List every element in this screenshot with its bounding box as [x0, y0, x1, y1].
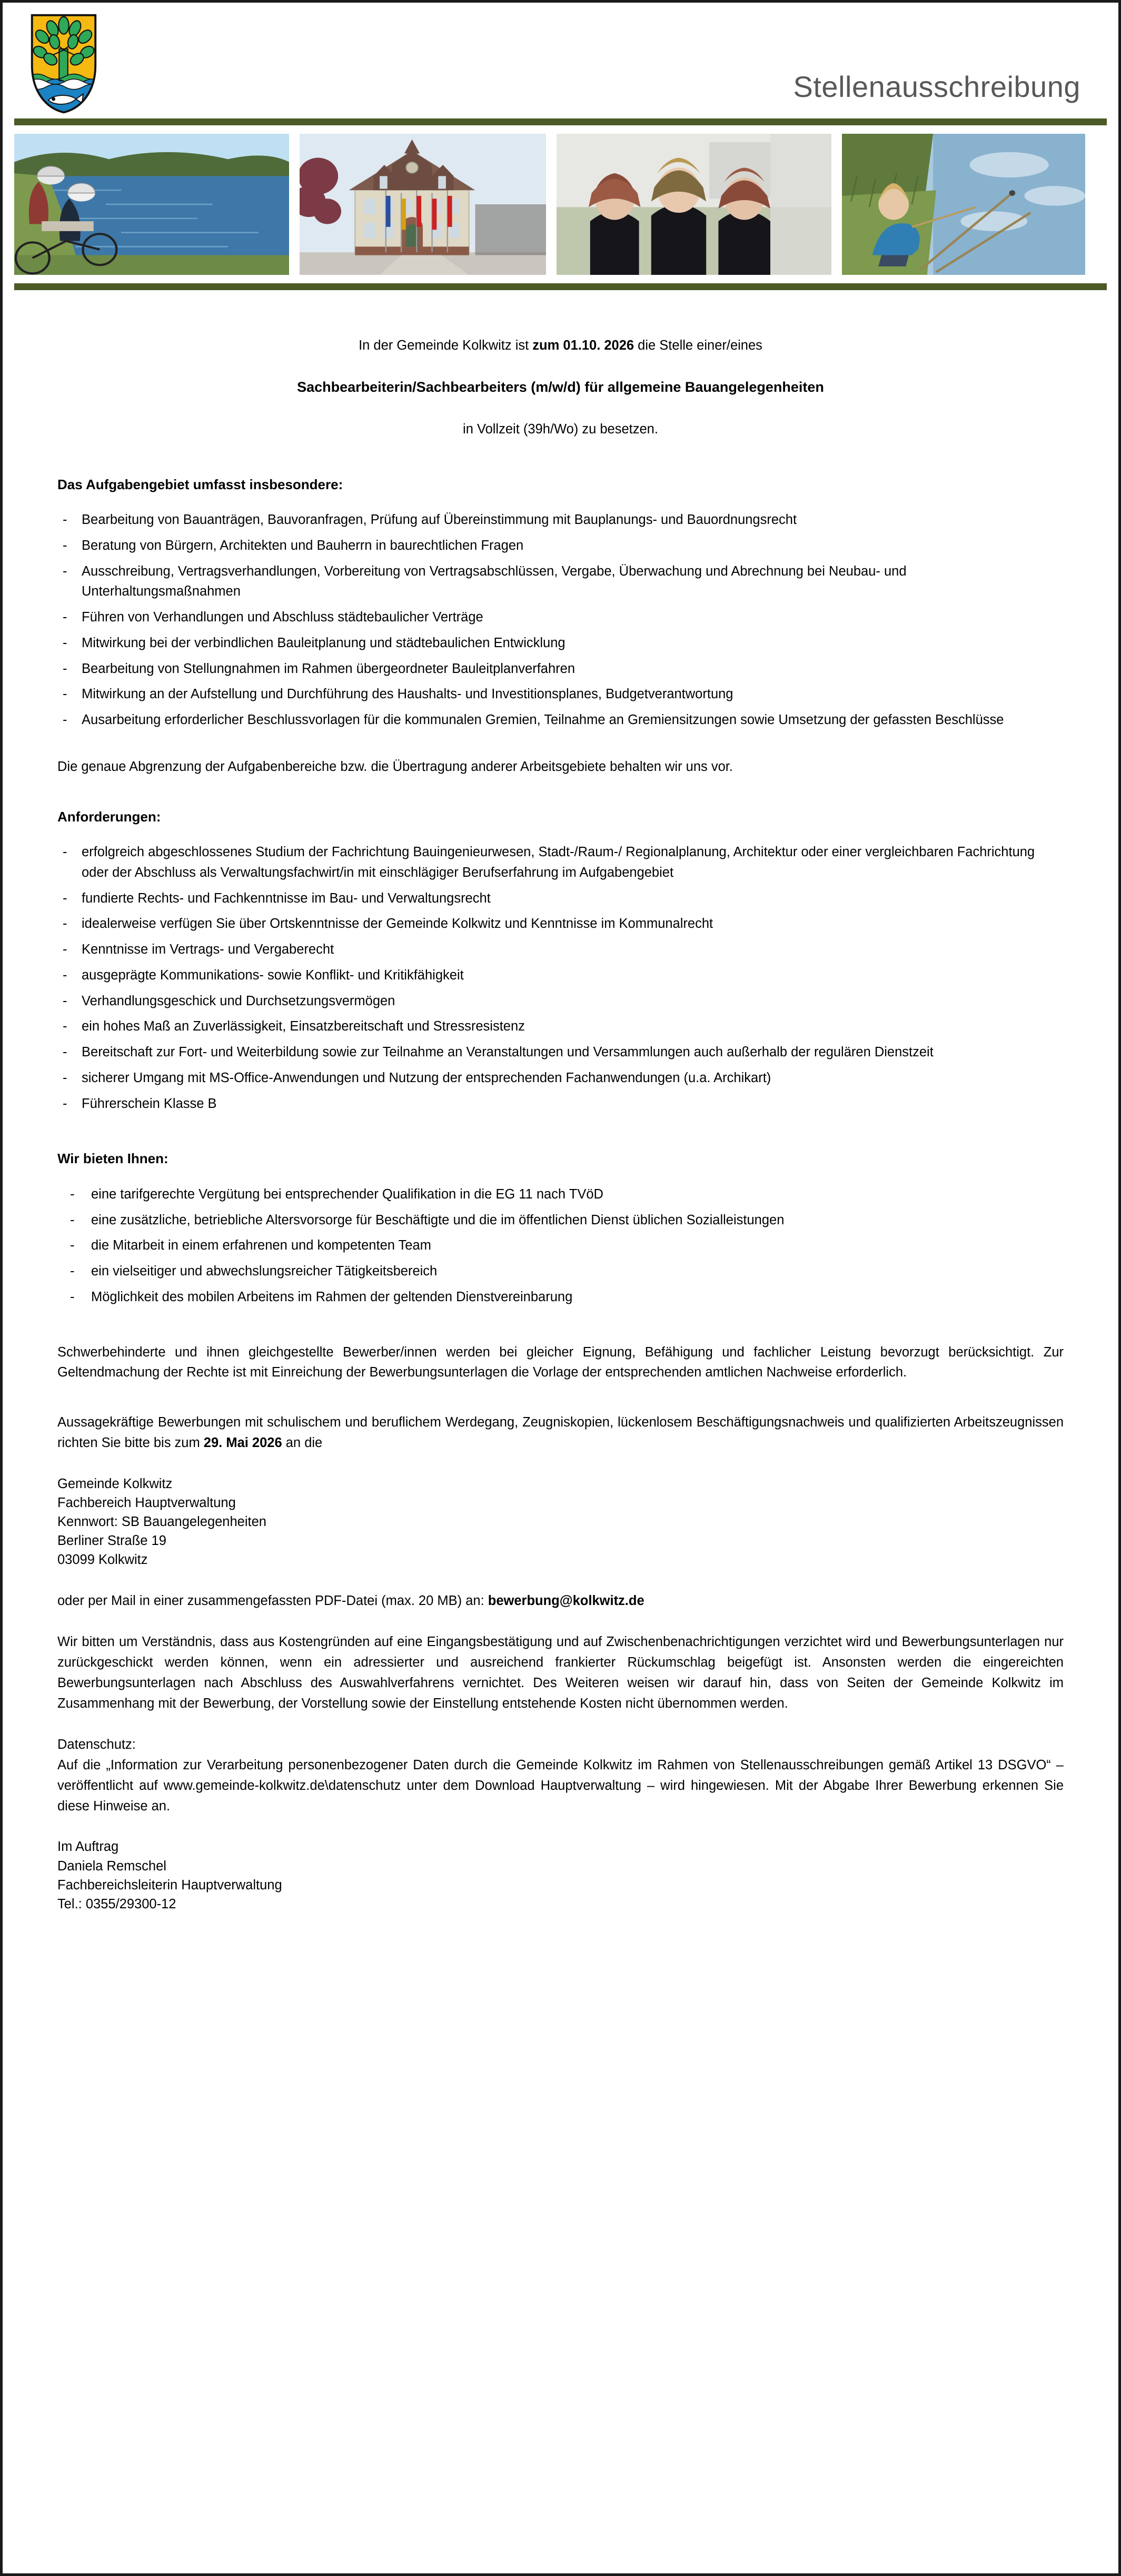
address-city: 03099 Kolkwitz: [57, 1552, 148, 1568]
offer-list: [57, 1184, 1064, 1307]
offer-heading: Wir bieten Ihnen:: [57, 1151, 168, 1167]
disability-note: Schwerbehinderte und ihnen gleichgestellte Bewerber/innen werden bei gleicher Eignung, Befähigung und fachlicher Leistung bevorzugt berücksichtigt. Zur Geltendmachung der Rechte ist mit Einreichung der Bewerbungsunterlagen die Vorlage der entsprechenden amtlichen Nachweise erforderlich.: [57, 1344, 1064, 1380]
bullet-dash: -: [63, 916, 67, 932]
bullet-dash: -: [63, 1019, 67, 1034]
list-item: - Verhandlungsgeschick und Durchsetzungsvermögen: [57, 991, 1064, 1012]
bullet-dash: -: [70, 1289, 75, 1304]
bullet-dash: -: [63, 1045, 67, 1060]
photo-strip: [3, 125, 1118, 283]
costs-note: Wir bitten um Verständnis, dass aus Kostengründen auf eine Eingangsbestätigung und auf Zwischenbenachrichtigungen verzichtet wird und Bewerbungsunterlagen nur zurückgeschickt werden können, wenn ein adressierter und ausreichend frankierter Rückumschlag beigefügt ist. Ansonsten werden die eingereichten Bewerbungsunterlagen nach Abschluss des Auswahlverfahrens vernichtet. Des Weiteren weisen wir darauf hin, dass von Seiten der Gemeinde Kolkwitz im Zusammenhang mit der Bewerbung, der Vorstellung sowie der Einstellung entstehende Kosten nicht übernommen werden.: [57, 1634, 1064, 1711]
list-item: - Bearbeitung von Stellungnahmen im Rahmen übergeordneter Bauleitplanverfahren: [57, 659, 1064, 679]
start-date: zum 01.10. 2026: [532, 338, 634, 353]
requirements-heading: Anforderungen:: [57, 808, 161, 825]
bullet-dash: -: [63, 712, 67, 728]
bullet-dash: -: [63, 942, 67, 957]
bullet-dash: -: [63, 993, 67, 1008]
address-organisation: Gemeinde Kolkwitz: [57, 1476, 173, 1491]
list-item: - Beratung von Bürgern, Architekten und Bauherrn in baurechtlichen Fragen: [57, 536, 1064, 556]
contact-address: [57, 1474, 1064, 1570]
job-title: Sachbearbeiterin/Sachbearbeiters (m/w/d) für allgemeine Bauangelegenheiten: [297, 379, 824, 395]
application-email[interactable]: bewerbung@kolkwitz.de: [488, 1593, 644, 1608]
list-item: - sicherer Umgang mit MS-Office-Anwendungen und Nutzung der entsprechenden Fachanwendungen (u.a. Archikart): [57, 1068, 1064, 1088]
bullet-dash: -: [63, 1070, 67, 1085]
page-title: Stellenausschreibung: [793, 70, 1080, 103]
bullet-dash: -: [63, 687, 67, 702]
intro-line-1: [57, 335, 1064, 356]
privacy-text: Auf die „Information zur Verarbeitung personenbezogener Daten durch die Gemeinde Kolkwitz im Rahmen von Stellenausschreibungen gemäß Artikel 13 DSGVO“ – veröffentlicht auf www.gemeinde-kolkwitz.de\datenschutz unter dem Download Hauptverwaltung – wird hingewiesen. Mit der Abgabe Ihrer Bewerbung erkennen Sie diese Hinweise an.: [57, 1758, 1064, 1814]
bullet-dash: -: [63, 610, 67, 625]
privacy-heading: Datenschutz:: [57, 1737, 136, 1752]
email-prefix: oder per Mail in einer zusammengefassten PDF-Datei (max. 20 MB) an:: [57, 1593, 488, 1608]
list-item: - Kenntnisse im Vertrags- und Vergaberecht: [57, 939, 1064, 960]
address-department: Fachbereich Hauptverwaltung: [57, 1495, 236, 1510]
signature-on-behalf: Im Auftrag: [57, 1839, 119, 1855]
divider-bottom: [14, 283, 1107, 290]
address-street: Berliner Straße 19: [57, 1533, 166, 1549]
bullet-dash: -: [63, 1096, 67, 1111]
application-text-a: Aussagekräftige Bewerbungen mit schulischem und beruflichem Werdegang, Zeugniskopien, lückenlosem Beschäftigungsnachweis und qualifizierten Arbeitszeugnissen richten Sie bitte bis zum: [57, 1415, 1064, 1450]
list-item: - ein vielseitiger und abwechslungsreicher Tätigkeitsbereich: [57, 1261, 1064, 1282]
bullet-dash: -: [70, 1186, 75, 1202]
requirement-alt-qualification: oder der Abschluss als Verwaltungsfachwirt/in mit einschlägiger Berufserfahrung im Aufgabengebiet: [82, 865, 674, 880]
list-item: - Ausarbeitung erforderlicher Beschlussvorlagen für die kommunalen Gremien, Teilnahme an Gremiensitzungen sowie Umsetzung der gefassten Beschlüsse: [57, 710, 1064, 730]
bullet-dash: -: [63, 967, 67, 983]
list-item: - Führerschein Klasse B: [57, 1094, 1064, 1114]
list-item: - Ausschreibung, Vertragsverhandlungen, Vorbereitung von Vertragsabschlüssen, Vergabe, Überwachung und Abrechnung bei Neubau- und Unterhaltungsmaßnahmen: [57, 561, 1064, 602]
tasks-note: Die genaue Abgrenzung der Aufgabenbereiche bzw. die Übertragung anderer Arbeitsgebiete behalten wir uns vor.: [57, 759, 733, 774]
tasks-heading: Das Aufgabengebiet umfasst insbesondere:: [57, 476, 343, 492]
intro-text-a: In der Gemeinde Kolkwitz ist: [359, 338, 533, 353]
bullet-dash: -: [63, 512, 67, 528]
list-item: - Möglichkeit des mobilen Arbeitens im Rahmen der geltenden Dienstvereinbarung: [57, 1287, 1064, 1307]
list-item: - Mitwirkung an der Aufstellung und Durchführung des Haushalts- und Investitionsplanes, Budgetverantwortung: [57, 684, 1064, 705]
list-item: - ein hohes Maß an Zuverlässigkeit, Einsatzbereitschaft und Stressresistenz: [57, 1016, 1064, 1037]
requirements-list: [57, 842, 1064, 1114]
bullet-dash: -: [63, 890, 67, 906]
bullet-dash: -: [63, 661, 67, 676]
list-item: - ausgeprägte Kommunikations- sowie Konflikt- und Kritikfähigkeit: [57, 965, 1064, 986]
address-keyword: Kennwort: SB Bauangelegenheiten: [57, 1514, 266, 1529]
bullet-dash: -: [63, 538, 67, 553]
list-item: - fundierte Rechts- und Fachkenntnisse im Bau- und Verwaltungsrecht: [57, 888, 1064, 909]
signature-role: Fachbereichsleiterin Hauptverwaltung: [57, 1877, 282, 1893]
bullet-dash: -: [63, 845, 67, 860]
list-item: - eine tarifgerechte Vergütung bei entsprechender Qualifikation in die EG 11 nach TVöD: [57, 1184, 1064, 1205]
list-item: - idealerweise verfügen Sie über Ortskenntnisse der Gemeinde Kolkwitz und Kenntnisse im Kommunalrecht: [57, 914, 1064, 934]
kolkwitz-coat-of-arms-icon: [28, 12, 100, 115]
intro-text-c: die Stelle einer/eines: [634, 338, 762, 353]
application-instructions: [57, 1412, 1064, 1453]
bullet-dash: -: [63, 635, 67, 650]
list-item: - Mitwirkung bei der verbindlichen Bauleitplanung und städtebaulichen Entwicklung: [57, 633, 1064, 653]
list-item: - die Mitarbeit in einem erfahrenen und kompetenten Team: [57, 1235, 1064, 1256]
employment-type: in Vollzeit (39h/Wo) zu besetzen.: [463, 422, 658, 437]
email-line: [57, 1591, 1064, 1611]
list-item: - Bearbeitung von Bauanträgen, Bauvoranfragen, Prüfung auf Übereinstimmung mit Bauplanungs- und Bauordnungsrecht: [57, 510, 1064, 530]
bullet-dash: -: [70, 1238, 75, 1253]
bullet-dash: -: [70, 1212, 75, 1227]
tasks-list: [57, 510, 1064, 730]
photo-traditional-costumes: [557, 134, 831, 275]
photo-child-fishing: [842, 134, 1085, 275]
signature-name: Daniela Remschel: [57, 1858, 166, 1874]
application-text-b: an die: [282, 1435, 323, 1450]
bullet-dash: -: [70, 1264, 75, 1279]
posting-body: [3, 290, 1118, 1941]
photo-cyclists-lake: [14, 134, 289, 275]
photo-town-hall: [300, 134, 546, 275]
list-item: - Bereitschaft zur Fort- und Weiterbildung sowie zur Teilnahme an Veranstaltungen und Versammlungen auch außerhalb der regulären Dienstzeit: [57, 1042, 1064, 1063]
signature-phone: Tel.: 0355/29300-12: [57, 1896, 176, 1911]
bullet-dash: -: [63, 563, 67, 579]
list-item: - erfolgreich abgeschlossenes Studium der Fachrichtung Bauingenieurwesen, Stadt-/Raum-/ Regionalplanung, Architektur oder einer vergleichbaren Fachrichtung oder der Abschluss als Verwaltungsfachwirt/in mit einschlägiger Berufserfahrung im Aufgabengebiet: [57, 842, 1064, 883]
divider-top: [14, 118, 1107, 125]
signature-block: [57, 1837, 1064, 1914]
page-header: [3, 3, 1118, 118]
application-deadline: 29. Mai 2026: [203, 1435, 282, 1450]
list-item: - Führen von Verhandlungen und Abschluss städtebaulicher Verträge: [57, 607, 1064, 628]
list-item: - eine zusätzliche, betriebliche Altersvorsorge für Beschäftigte und die im öffentlichen Dienst üblichen Sozialleistungen: [57, 1210, 1064, 1231]
